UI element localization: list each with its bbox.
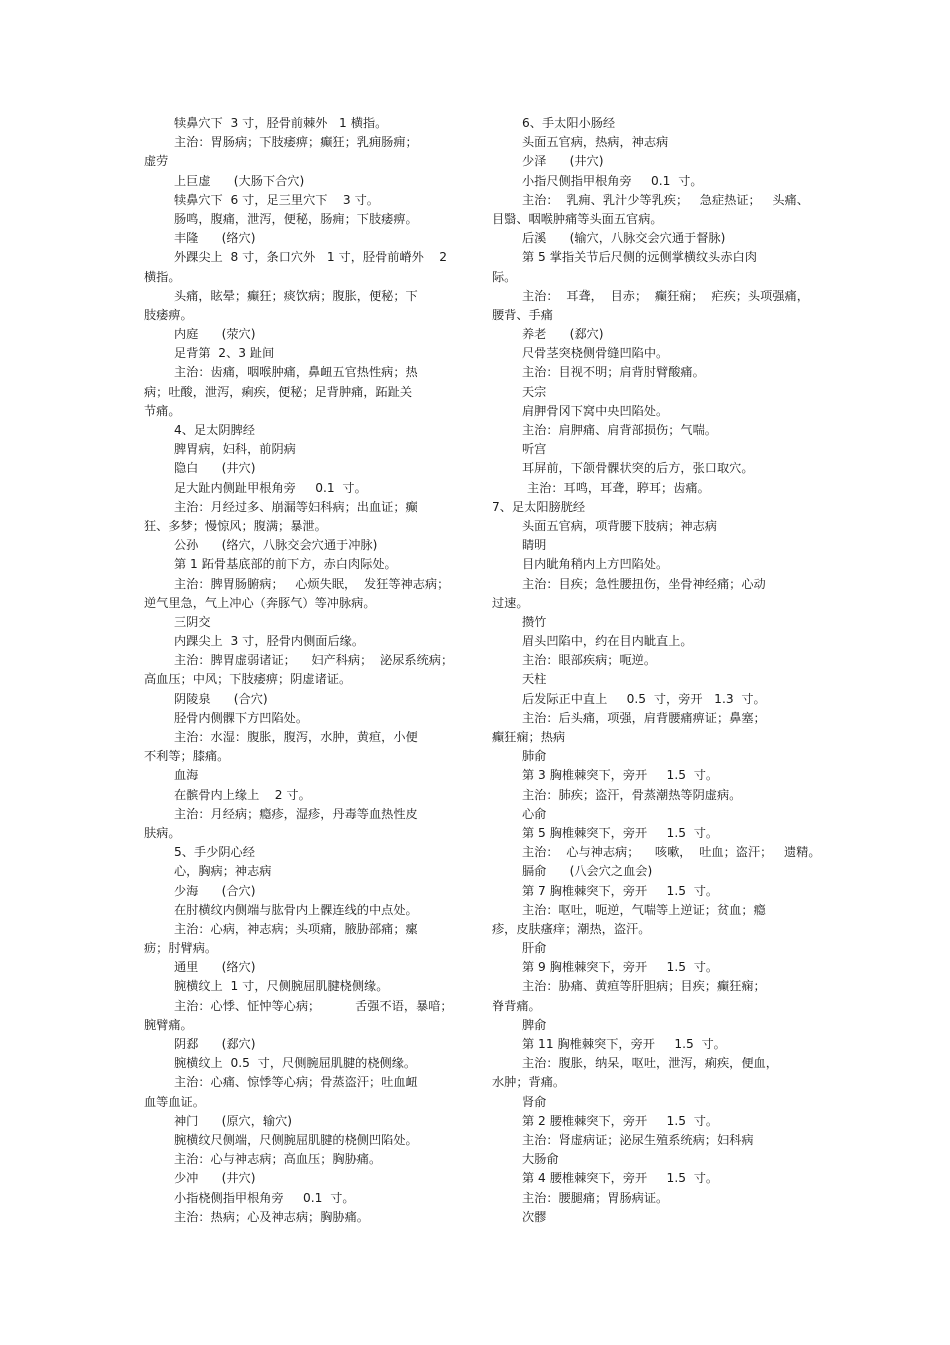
text-line: 4、足太阴脾经 (174, 423, 255, 437)
text-line: 脾胃病，妇科，前阴病 (174, 442, 296, 457)
text-line: 外踝尖上 8 寸，条口穴外 1 寸，胫骨前嵴外 2 (174, 250, 448, 265)
text-line: 在髌骨内上缘上 2 寸。 (174, 787, 311, 802)
text-line: 主治：肺疾；盗汗，骨蒸潮热等阴虚病。 (522, 787, 742, 802)
text-line: 主治：后头痛，项强，肩背腰痛痹证；鼻塞； (522, 710, 766, 725)
text-line: 第 2 腰椎棘突下，旁开 1.5 寸。 (522, 1113, 719, 1128)
text-line: 主治：耳鸣，耳聋，聤耳；齿痛。 (527, 480, 710, 495)
text-line: 血等血证。 (144, 1094, 205, 1109)
text-line: 主治：呕吐，呃逆，气喘等上逆证；贫血；瘾 (522, 902, 766, 917)
text-line: 主治：腰腿痛；胃肠病证。 (522, 1190, 669, 1205)
text-line: 小指尺侧指甲根角旁 0.1 寸。 (522, 173, 703, 188)
text-line: 主治：脾胃肠腑病； 心烦失眠， 发狂等神志病； (174, 576, 450, 591)
text-line: 第 9 胸椎棘突下，旁开 1.5 寸。 (522, 960, 719, 975)
text-line: 阴郄 (郄穴) (174, 1037, 256, 1051)
text-line: 天柱 (522, 672, 547, 687)
text-line: 5、手少阴心经 (174, 845, 255, 860)
text-line: 横指。 (144, 269, 181, 284)
text-line: 犊鼻穴下 3 寸，胫骨前棘外 1 横指。 (174, 116, 388, 130)
text-line: 第 7 胸椎棘突下，旁开 1.5 寸。 (522, 883, 719, 898)
right-column (492, 114, 821, 1227)
text-line: 病；吐酸，泄泻，痢疾，便秘；足背肿痛，跖趾关 (144, 384, 413, 399)
text-line: 疹，皮肤瘙痒；潮热，盗汗。 (492, 921, 651, 936)
text-line: 头面五官病，项背腰下肢病；神志病 (522, 518, 717, 533)
text-line: 主治：心病，神志病；头项痛，腋胁部痛；瘰 (174, 921, 418, 936)
text-line: 主治：心痛、惊悸等心病；骨蒸盗汗；吐血衄 (174, 1075, 418, 1090)
text-line: 肺俞 (522, 749, 547, 764)
text-line: 肝俞 (522, 941, 547, 956)
text-line: 少海 (合穴) (174, 883, 256, 898)
text-line: 不利等；膝痛。 (144, 749, 230, 764)
text-line: 主治：齿痛，咽喉肿痛，鼻衄五官热性病；热 (174, 365, 418, 380)
text-line: 阴陵泉 (合穴) (174, 691, 268, 706)
text-line: 主治： 心与神志病； 咳嗽， 吐血；盗汗； 遗精。 (522, 845, 821, 860)
text-line: 虚劳 (144, 154, 169, 169)
text-line: 肤病。 (144, 825, 181, 840)
text-line: 第 1 跖骨基底部的前下方，赤白肉际处。 (174, 557, 397, 572)
text-line: 肾俞 (522, 1094, 547, 1109)
text-line: 主治：心悸、怔忡等心病； 舌强不语，暴喑； (174, 998, 453, 1013)
text-line: 腕横纹尺侧端，尺侧腕屈肌腱的桡侧凹陷处。 (174, 1132, 418, 1147)
text-line: 次髎 (522, 1209, 547, 1224)
text-line: 少冲 (井穴) (174, 1171, 256, 1186)
text-line: 丰隆 (络穴) (174, 231, 256, 246)
text-line: 过速。 (492, 595, 529, 610)
text-line: 第 5 胸椎棘突下，旁开 1.5 寸。 (522, 825, 719, 840)
text-line: 胫骨内侧髁下方凹陷处。 (174, 710, 309, 725)
text-line: 听宫 (522, 442, 547, 457)
text-line: 主治：目视不明；肩背肘臂酸痛。 (522, 365, 705, 380)
text-line: 主治：热病；心及神志病；胸胁痛。 (174, 1209, 369, 1224)
text-line: 膈俞 (八会穴之血会) (522, 864, 653, 879)
text-line: 主治：月经病；瘾疹，湿疹，丹毒等血热性皮 (174, 806, 418, 821)
text-line: 攒竹 (522, 614, 547, 629)
text-line: 足大趾内侧趾甲根角旁 0.1 寸。 (174, 480, 367, 495)
text-line: 足背第 2、3 趾间 (174, 346, 275, 361)
text-line: 主治：胁痛、黄疸等肝胆病；目疾；癫狂痫； (522, 979, 766, 994)
text-line: 节痛。 (144, 403, 181, 418)
text-line: 后溪 (输穴，八脉交会穴通于督脉) (522, 231, 726, 246)
text-line: 脊背痛。 (492, 998, 541, 1013)
text-line: 腰背、手痛 (492, 307, 553, 322)
text-line: 眉头凹陷中，约在目内眦直上。 (522, 634, 693, 649)
text-line: 天宗 (522, 384, 547, 399)
text-line: 逆气里急，气上冲心（奔豚气）等冲脉病。 (144, 595, 376, 610)
text-line: 脾俞 (522, 1017, 547, 1032)
text-line: 主治： 乳痈、乳汁少等乳疾； 急症热证； 头痛、 (522, 192, 809, 207)
text-line: 主治：脾胃虚弱诸证； 妇产科病； 泌尿系统病； (174, 653, 454, 668)
text-line: 主治：月经过多、崩漏等妇科病；出血证；癫 (174, 499, 418, 514)
text-line: 头痛，眩晕；癫狂；痰饮病；腹胀，便秘；下 (174, 288, 418, 303)
text-line: 第 3 胸椎棘突下，旁开 1.5 寸。 (522, 768, 719, 783)
text-line: 腕横纹上 0.5 寸，尺侧腕屈肌腱的桡侧缘。 (174, 1056, 417, 1071)
text-line: 第 4 腰椎棘突下，旁开 1.5 寸。 (522, 1171, 719, 1186)
text-line: 耳屏前，下颌骨髁状突的后方，张口取穴。 (522, 461, 754, 476)
text-line: 心俞 (522, 806, 547, 821)
text-line: 通里 (络穴) (174, 960, 256, 975)
text-line: 第 5 掌指关节后尺侧的远侧掌横纹头赤白肉 (522, 250, 757, 265)
text-line: 养老 (郄穴) (522, 327, 604, 342)
text-line: 肠鸣，腹痛，泄泻，便秘，肠痈；下肢痿痹。 (174, 211, 418, 226)
text-line: 主治：目疾；急性腰扭伤，坐骨神经痛；心动 (522, 576, 766, 591)
text-line: 肩胛骨冈下窝中央凹陷处。 (522, 403, 669, 418)
text-line: 主治：肩胛痛、肩背部损伤；气喘。 (522, 423, 717, 437)
text-line: 犊鼻穴下 6 寸，足三里穴下 3 寸。 (174, 192, 379, 207)
text-line: 主治： 耳聋， 目赤； 癫狂痫； 疟疾；头项强痛， (522, 288, 809, 303)
text-line: 上巨虚 (大肠下合穴) (174, 173, 305, 188)
text-line: 睛明 (522, 538, 547, 553)
text-line: 主治：腹胀，纳呆，呕吐，泄泻，痢疾，便血， (522, 1056, 778, 1071)
text-line: 水肿；背痛。 (492, 1075, 566, 1090)
left-column (144, 114, 462, 1227)
text-line: 大肠俞 (522, 1152, 559, 1167)
text-line: 癫狂痫；热病 (492, 730, 566, 744)
text-line: 尺骨茎突桡侧骨缝凹陷中。 (522, 346, 669, 361)
text-line: 腕臂痛。 (144, 1017, 193, 1032)
text-line: 6、手太阳小肠经 (522, 116, 616, 130)
text-line: 7、足太阳膀胱经 (492, 499, 586, 514)
text-line: 心，胸病；神志病 (174, 864, 272, 879)
text-line: 主治：眼部疾病；呃逆。 (522, 653, 657, 668)
text-line: 目内眦角稍内上方凹陷处。 (522, 557, 669, 572)
text-line: 后发际正中直上 0.5 寸，旁开 1.3 寸。 (522, 691, 766, 706)
text-line: 狂、多梦；慢惊风；腹满；暴泄。 (144, 518, 327, 533)
text-line: 际。 (492, 269, 517, 284)
text-line: 内踝尖上 3 寸，胫骨内侧面后缘。 (174, 634, 365, 649)
text-line: 头面五官病，热病，神志病 (522, 135, 669, 150)
text-line: 公孙 (络穴，八脉交会穴通于冲脉) (174, 538, 378, 553)
text-line: 隐白 (井穴) (174, 461, 256, 476)
text-line: 腕横纹上 1 寸，尺侧腕屈肌腱桡侧缘。 (174, 979, 389, 994)
text-line: 主治：心与神志病；高血压；胸胁痛。 (174, 1152, 382, 1167)
text-line: 第 11 胸椎棘突下，旁开 1.5 寸。 (522, 1037, 726, 1051)
text-line: 疬；肘臂病。 (144, 941, 218, 956)
text-line: 目翳、咽喉肿痛等头面五官病。 (492, 211, 663, 226)
text-line: 神门 (原穴，输穴) (174, 1113, 293, 1128)
text-line: 三阴交 (174, 614, 211, 629)
text-line: 小指桡侧指甲根角旁 0.1 寸。 (174, 1190, 355, 1205)
text-line: 肢痿痹。 (144, 307, 193, 322)
text-line: 主治：胃肠病；下肢痿痹；癫狂；乳痈肠痈； (174, 135, 418, 150)
text-line: 血海 (174, 768, 199, 783)
text-line: 高血压；中风；下肢痿痹；阴虚诸证。 (144, 672, 352, 687)
text-line: 内庭 (荥穴) (174, 327, 256, 342)
text-line: 主治：水湿：腹胀，腹泻，水肿，黄疸，小便 (174, 730, 418, 744)
text-line: 主治：肾虚病证；泌尿生殖系统病；妇科病 (522, 1132, 754, 1147)
text-line: 少泽 (井穴) (522, 154, 604, 169)
text-line: 在肘横纹内侧端与肱骨内上髁连线的中点处。 (174, 902, 418, 917)
